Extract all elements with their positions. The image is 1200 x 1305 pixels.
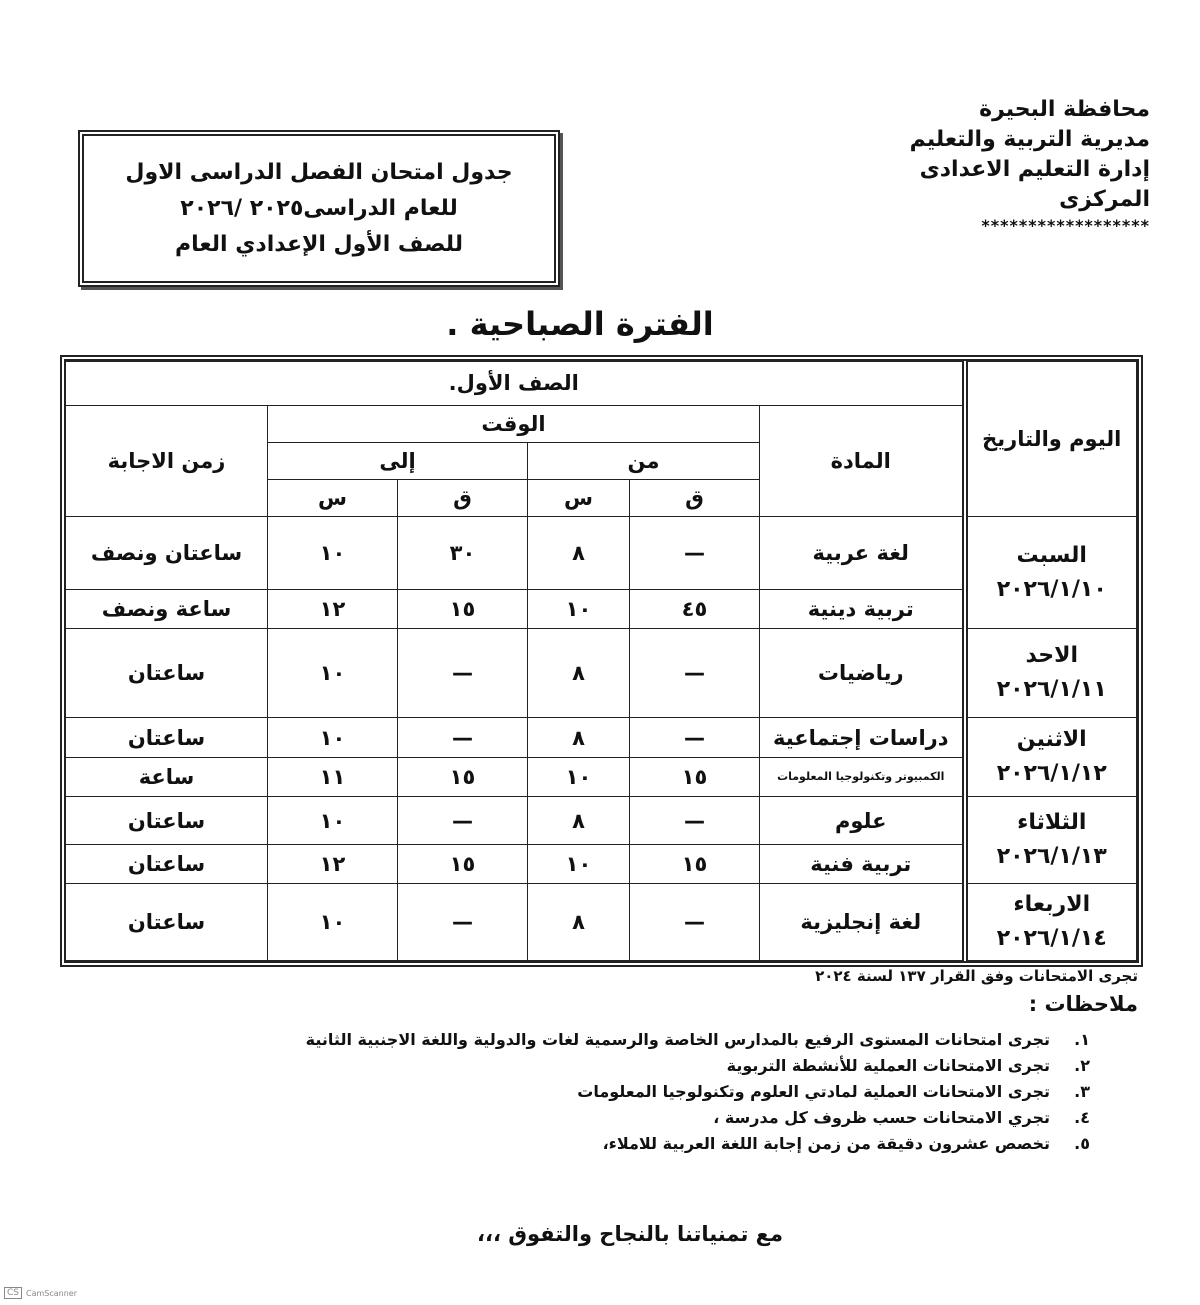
to-minute-cell: — <box>398 797 528 845</box>
from-hour-cell: ٨ <box>528 517 630 590</box>
to-minute-cell: ١٥ <box>398 589 528 628</box>
day-cell-saturday <box>965 517 1137 629</box>
from-minute-cell: ١٥ <box>630 757 760 796</box>
header-grade: الصف الأول. <box>66 362 965 406</box>
duration-cell: ساعتان <box>66 884 268 961</box>
note-number: ٥. <box>1074 1134 1090 1153</box>
header-time: الوقت <box>268 405 760 442</box>
day-cell-tuesday <box>965 797 1137 884</box>
note-text: تجري الامتحانات حسب ظروف كل مدرسة ، <box>713 1108 1050 1127</box>
from-hour-cell: ١٠ <box>528 757 630 796</box>
note-text: تجرى الامتحانات العملية لمادتي العلوم وتكنولوجيا المعلومات <box>577 1082 1050 1101</box>
scanner-text: CamScanner <box>26 1288 78 1298</box>
day-date: ٢٠٢٦/١/١٢ <box>996 761 1107 787</box>
issuer-header <box>840 95 1150 237</box>
from-hour-cell: ٨ <box>528 718 630 757</box>
subject-cell: لغة عربية <box>760 517 965 590</box>
duration-cell: ساعتان ونصف <box>66 517 268 590</box>
subject-cell: دراسات إجتماعية <box>760 718 965 757</box>
note-item <box>190 1105 1090 1131</box>
note-item <box>190 1027 1090 1053</box>
subject-cell: الكمبيوتر وتكنولوجيا المعلومات <box>760 757 965 796</box>
from-minute-cell: ١٥ <box>630 844 760 883</box>
to-hour-cell: ١٠ <box>268 517 398 590</box>
table-row <box>66 797 1137 845</box>
note-number: ٤. <box>1074 1108 1090 1127</box>
title-line-3: للصف الأول الإعدادي العام <box>174 231 464 257</box>
header-from: من <box>528 442 760 479</box>
note-number: ٣. <box>1074 1082 1090 1101</box>
scanner-logo: CS <box>4 1287 22 1299</box>
exam-schedule-table <box>65 361 1137 961</box>
day-date: ٢٠٢٦/١/١١ <box>996 677 1107 703</box>
to-hour-cell: ١٢ <box>268 844 398 883</box>
from-minute-cell: — <box>630 718 760 757</box>
day-name: الاربعاء <box>1013 892 1091 918</box>
note-item <box>190 1131 1090 1157</box>
to-hour-cell: ١٠ <box>268 629 398 718</box>
day-cell-wednesday <box>965 884 1137 961</box>
header-subject: المادة <box>760 405 965 517</box>
schedule-title-box <box>78 130 560 287</box>
note-text: تخصص عشرون دقيقة من زمن إجابة اللغة العربية للاملاء، <box>602 1134 1050 1153</box>
note-number: ١. <box>1074 1030 1090 1049</box>
day-cell-monday <box>965 718 1137 797</box>
from-minute-cell: ٤٥ <box>630 589 760 628</box>
to-minute-cell: ٣٠ <box>398 517 528 590</box>
day-name: الاحد <box>1025 643 1078 669</box>
header-to-minute: ق <box>398 480 528 517</box>
header-to: إلى <box>268 442 528 479</box>
to-hour-cell: ١٠ <box>268 718 398 757</box>
decree-reference: تجرى الامتحانات وفق القرار ١٣٧ لسنة ٢٠٢٤ <box>815 967 1138 985</box>
to-minute-cell: — <box>398 629 528 718</box>
from-hour-cell: ٨ <box>528 797 630 845</box>
duration-cell: ساعة ونصف <box>66 589 268 628</box>
header-to-hour: س <box>268 480 398 517</box>
day-date: ٢٠٢٦/١/١٤ <box>996 926 1107 952</box>
day-name: الاثنين <box>1016 727 1087 753</box>
day-cell-sunday <box>965 629 1137 718</box>
to-minute-cell: ١٥ <box>398 844 528 883</box>
subject-cell: لغة إنجليزية <box>760 884 965 961</box>
note-text: تجرى امتحانات المستوى الرفيع بالمدارس الخاصة والرسمية لغات والدولية واللغة الاجنبية الثانية <box>305 1030 1050 1049</box>
from-minute-cell: — <box>630 797 760 845</box>
period-heading: الفترة الصباحية . <box>446 305 714 343</box>
notes-list <box>190 1027 1090 1157</box>
to-hour-cell: ١٢ <box>268 589 398 628</box>
note-number: ٢. <box>1074 1056 1090 1075</box>
subject-cell: تربية فنية <box>760 844 965 883</box>
header-from-hour: س <box>528 480 630 517</box>
table-row <box>66 629 1137 718</box>
from-hour-cell: ٨ <box>528 629 630 718</box>
to-minute-cell: — <box>398 718 528 757</box>
table-row <box>66 517 1137 590</box>
day-date: ٢٠٢٦/١/١٣ <box>996 844 1107 870</box>
from-hour-cell: ١٠ <box>528 844 630 883</box>
schedule-table-frame <box>60 355 1143 967</box>
from-minute-cell: — <box>630 629 760 718</box>
duration-cell: ساعتان <box>66 718 268 757</box>
notes-title: ملاحظات : <box>1028 992 1138 1016</box>
directorate-name: مديرية التربية والتعليم <box>909 127 1150 152</box>
duration-cell: ساعة <box>66 757 268 796</box>
administration-name: إدارة التعليم الاعدادى المركزى <box>919 157 1150 212</box>
to-minute-cell: — <box>398 884 528 961</box>
scanner-watermark <box>4 1287 77 1299</box>
governorate-name: محافظة البحيرة <box>979 97 1150 122</box>
from-minute-cell: — <box>630 884 760 961</box>
subject-cell: علوم <box>760 797 965 845</box>
subject-cell: تربية دينية <box>760 589 965 628</box>
to-minute-cell: ١٥ <box>398 757 528 796</box>
header-day-date: اليوم والتاريخ <box>965 362 1137 517</box>
duration-cell: ساعتان <box>66 844 268 883</box>
note-text: تجرى الامتحانات العملية للأنشطة التربوية <box>726 1056 1050 1075</box>
day-name: السبت <box>1016 542 1087 568</box>
note-item <box>190 1053 1090 1079</box>
table-row <box>66 718 1137 757</box>
title-line-2: للعام الدراسى٢٠٢٥ /٢٠٢٦ <box>180 195 458 221</box>
day-name: الثلاثاء <box>1017 810 1087 836</box>
title-line-1: جدول امتحان الفصل الدراسى الاول <box>125 159 513 185</box>
day-date: ٢٠٢٦/١/١٠ <box>996 576 1107 602</box>
subject-cell: رياضيات <box>760 629 965 718</box>
from-hour-cell: ٨ <box>528 884 630 961</box>
stars-divider: ****************** <box>981 216 1150 235</box>
to-hour-cell: ١١ <box>268 757 398 796</box>
from-minute-cell: — <box>630 517 760 590</box>
from-hour-cell: ١٠ <box>528 589 630 628</box>
duration-cell: ساعتان <box>66 629 268 718</box>
to-hour-cell: ١٠ <box>268 797 398 845</box>
to-hour-cell: ١٠ <box>268 884 398 961</box>
note-item <box>190 1079 1090 1105</box>
table-row <box>66 884 1137 961</box>
duration-cell: ساعتان <box>66 797 268 845</box>
header-answer-duration: زمن الاجابة <box>66 405 268 517</box>
closing-wishes: مع تمنياتنا بالنجاح والتفوق ،،، <box>476 1222 783 1246</box>
header-from-minute: ق <box>630 480 760 517</box>
